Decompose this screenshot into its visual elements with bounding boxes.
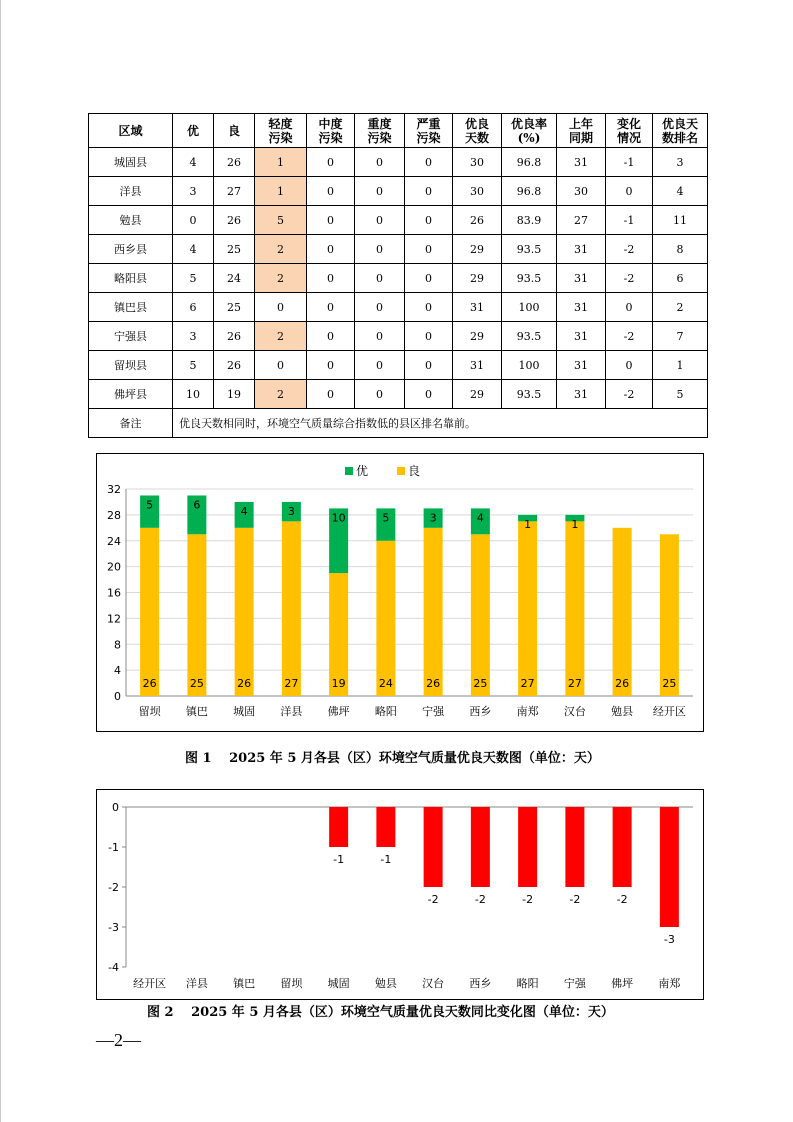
county-name-cell: 镇巴县 (89, 293, 173, 322)
table-cell: 8 (653, 235, 708, 264)
table-cell: 6 (173, 293, 214, 322)
table-cell: 93.5 (502, 322, 557, 351)
x-tick-label: 南郑 (516, 705, 539, 718)
x-tick-label: 宁强 (422, 705, 445, 718)
excellent-value-label: 10 (331, 511, 346, 525)
table-cell: 5 (255, 206, 307, 235)
column-header: 优良率 (%) (502, 114, 557, 148)
table-cell: 19 (214, 380, 255, 409)
table-header-row (89, 114, 708, 148)
excellent-value-label: 5 (382, 511, 390, 525)
table-cell: 3 (653, 148, 708, 177)
excellent-value-label: 1 (571, 517, 579, 531)
note-text: 优良天数相同时，环境空气质量综合指数低的县区排名靠前。 (173, 409, 708, 438)
table-cell: 24 (214, 264, 255, 293)
x-tick-label: 略阳 (374, 705, 397, 718)
table-row (89, 351, 708, 380)
county-name-cell: 佛坪县 (89, 380, 173, 409)
table-cell: -2 (606, 264, 653, 293)
county-name-cell: 宁强县 (89, 322, 173, 351)
table-cell: 0 (307, 148, 355, 177)
table-cell: -1 (606, 206, 653, 235)
excellent-value-label: 4 (240, 504, 248, 518)
x-tick-label: 汉台 (422, 977, 445, 990)
good-bar (660, 534, 679, 696)
table-cell: 0 (355, 264, 405, 293)
change-value-label: -2 (616, 893, 628, 906)
good-bar (518, 521, 537, 696)
table-cell: 2 (255, 235, 307, 264)
table-cell: 0 (355, 206, 405, 235)
table-row (89, 380, 708, 409)
y-tick-label: -3 (108, 921, 119, 934)
table-row (89, 293, 708, 322)
legend-label: 良 (408, 464, 421, 478)
table-cell: 0 (307, 351, 355, 380)
excellent-value-label: 4 (476, 511, 484, 525)
x-tick-label: 宁强 (563, 977, 586, 990)
table-cell: 5 (653, 380, 708, 409)
good-bar (187, 534, 206, 696)
table-cell: -2 (606, 380, 653, 409)
county-name-cell: 留坝县 (89, 351, 173, 380)
table-cell: 0 (606, 293, 653, 322)
column-header: 严重 污染 (405, 114, 453, 148)
y-tick-label: 8 (114, 638, 121, 652)
legend-label: 优 (356, 464, 369, 478)
table-cell: 29 (453, 322, 502, 351)
good-bar (424, 528, 443, 696)
table-cell: 25 (214, 293, 255, 322)
table-cell: 31 (557, 322, 606, 351)
x-tick-label: 西乡 (469, 705, 492, 718)
x-tick-label: 镇巴 (185, 705, 208, 718)
figure-2-caption: 图 2 2025 年 5 月各县（区）环境空气质量优良天数同比变化图（单位：天） (147, 1005, 614, 1020)
x-tick-label: 洋县 (280, 705, 303, 718)
good-value-label: 27 (567, 677, 582, 690)
change-value-label: -2 (427, 893, 439, 906)
county-name-cell: 勉县 (89, 206, 173, 235)
legend-swatch (397, 467, 405, 475)
table-cell: 93.5 (502, 264, 557, 293)
good-days-stacked-bar-chart (96, 453, 704, 732)
x-tick-label: 勉县 (374, 977, 397, 990)
table-cell: 26 (214, 351, 255, 380)
column-header: 区域 (89, 114, 173, 148)
table-cell: 31 (453, 351, 502, 380)
table-cell: 0 (355, 177, 405, 206)
table-cell: 0 (307, 177, 355, 206)
y-tick-label: 0 (114, 690, 121, 703)
change-bar (518, 807, 537, 887)
table-cell: 0 (307, 235, 355, 264)
good-value-label: 25 (662, 677, 677, 690)
column-header: 中度 污染 (307, 114, 355, 148)
table-cell: 25 (214, 235, 255, 264)
y-tick-label: -1 (108, 841, 119, 854)
note-label: 备注 (89, 409, 173, 438)
page-edge (0, 0, 1, 1122)
table-cell: 0 (307, 380, 355, 409)
good-value-label: 19 (331, 677, 346, 690)
table-cell: 100 (502, 293, 557, 322)
change-bar (565, 807, 584, 887)
good-bar (471, 534, 490, 696)
legend-swatch (345, 467, 353, 475)
table-cell: 0 (405, 264, 453, 293)
x-tick-label: 勉县 (611, 705, 634, 718)
excellent-value-label: 3 (429, 511, 437, 525)
y-tick-label: 16 (107, 586, 121, 600)
good-value-label: 27 (520, 677, 535, 690)
table-cell: 0 (405, 293, 453, 322)
table-cell: 100 (502, 351, 557, 380)
table-cell: 0 (307, 322, 355, 351)
column-header: 重度 污染 (355, 114, 405, 148)
table-cell: 93.5 (502, 235, 557, 264)
table-cell: 0 (307, 264, 355, 293)
x-tick-label: 留坝 (138, 705, 161, 718)
table-cell: 0 (405, 351, 453, 380)
x-tick-label: 南郑 (658, 977, 681, 990)
table-cell: -2 (606, 322, 653, 351)
table-cell: 26 (214, 206, 255, 235)
table-cell: 4 (653, 177, 708, 206)
table-cell: 0 (255, 293, 307, 322)
table-cell: 0 (307, 206, 355, 235)
x-tick-label: 佛坪 (611, 977, 634, 990)
table-cell: 0 (355, 351, 405, 380)
table-cell: 83.9 (502, 206, 557, 235)
table-cell: 0 (405, 206, 453, 235)
table-cell: 29 (453, 380, 502, 409)
table-cell: 5 (173, 351, 214, 380)
county-name-cell: 略阳县 (89, 264, 173, 293)
y-tick-label: 12 (107, 612, 121, 626)
table-cell: 0 (405, 322, 453, 351)
y-tick-label: 28 (107, 508, 121, 522)
good-bar (613, 528, 632, 696)
table-cell: 4 (173, 235, 214, 264)
column-header: 优 (173, 114, 214, 148)
table-cell: 0 (355, 235, 405, 264)
y-tick-label: -4 (108, 961, 119, 974)
x-tick-label: 城固 (327, 977, 350, 990)
good-days-change-bar-chart (96, 789, 704, 1000)
table-row (89, 206, 708, 235)
good-value-label: 26 (142, 677, 157, 690)
table-row (89, 264, 708, 293)
excellent-value-label: 3 (287, 504, 295, 518)
column-header: 上年 同期 (557, 114, 606, 148)
change-bar (613, 807, 632, 887)
change-bar (329, 807, 348, 847)
table-cell: 7 (653, 322, 708, 351)
excellent-value-label: 1 (524, 517, 532, 531)
figure-1-caption: 图 1 2025 年 5 月各县（区）环境空气质量优良天数图（单位：天） (185, 751, 600, 766)
change-value-label: -2 (522, 893, 534, 906)
table-cell: 2 (255, 322, 307, 351)
excellent-value-label: 6 (193, 498, 201, 512)
table-cell: 1 (653, 351, 708, 380)
change-value-label: -1 (333, 853, 345, 866)
good-value-label: 26 (426, 677, 441, 690)
excellent-value-label: 5 (146, 498, 154, 512)
change-value-label: -2 (474, 893, 486, 906)
table-cell: 31 (453, 293, 502, 322)
table-row (89, 177, 708, 206)
good-value-label: 25 (189, 677, 204, 690)
column-header: 变化 情况 (606, 114, 653, 148)
table-cell: 30 (453, 148, 502, 177)
table-cell: 1 (255, 148, 307, 177)
x-tick-label: 镇巴 (233, 977, 256, 990)
table-cell: 2 (255, 380, 307, 409)
table-cell: 31 (557, 235, 606, 264)
county-name-cell: 洋县 (89, 177, 173, 206)
column-header: 优良天 数排名 (653, 114, 708, 148)
table-cell: 0 (405, 235, 453, 264)
table-cell: 5 (173, 264, 214, 293)
note-row (89, 409, 708, 438)
column-header: 轻度 污染 (255, 114, 307, 148)
good-bar (376, 541, 395, 696)
table-cell: 3 (173, 177, 214, 206)
table-cell: 27 (214, 177, 255, 206)
y-tick-label: 20 (107, 560, 121, 574)
good-bar (235, 528, 254, 696)
table-cell: 96.8 (502, 177, 557, 206)
county-name-cell: 西乡县 (89, 235, 173, 264)
table-cell: 27 (557, 206, 606, 235)
change-bar (660, 807, 679, 927)
good-value-label: 26 (237, 677, 252, 690)
table-row (89, 322, 708, 351)
table-cell: 93.5 (502, 380, 557, 409)
table-cell: 0 (355, 293, 405, 322)
county-name-cell: 城固县 (89, 148, 173, 177)
change-value-label: -2 (569, 893, 581, 906)
table-cell: 31 (557, 380, 606, 409)
table-cell: 26 (214, 322, 255, 351)
table-cell: -2 (606, 235, 653, 264)
x-tick-label: 西乡 (469, 977, 492, 990)
change-value-label: -3 (663, 933, 675, 946)
table-cell: 30 (453, 177, 502, 206)
table-cell: 0 (405, 177, 453, 206)
y-tick-label: 4 (114, 664, 121, 678)
good-bar (282, 521, 301, 696)
table-cell: 26 (453, 206, 502, 235)
table-cell: 0 (173, 206, 214, 235)
table-cell: 0 (355, 148, 405, 177)
table-row (89, 148, 708, 177)
good-value-label: 27 (284, 677, 299, 690)
good-bar (140, 528, 159, 696)
table-cell: 0 (355, 322, 405, 351)
change-chart-svg (97, 790, 703, 999)
table-cell: 0 (606, 177, 653, 206)
table-cell: 31 (557, 293, 606, 322)
table-cell: 31 (557, 148, 606, 177)
table-cell: 96.8 (502, 148, 557, 177)
air-quality-table (88, 113, 708, 438)
table-cell: -1 (606, 148, 653, 177)
table-cell: 0 (307, 293, 355, 322)
table-cell: 6 (653, 264, 708, 293)
column-header: 优良 天数 (453, 114, 502, 148)
y-tick-label: 0 (112, 801, 119, 814)
y-tick-label: 24 (107, 534, 121, 548)
change-bar (471, 807, 490, 887)
good-days-chart-svg (97, 454, 703, 731)
table-cell: 31 (557, 351, 606, 380)
x-tick-label: 略阳 (516, 977, 539, 990)
table-cell: 0 (355, 380, 405, 409)
table-cell: 4 (173, 148, 214, 177)
table-cell: 2 (255, 264, 307, 293)
table-cell: 0 (255, 351, 307, 380)
change-bar (376, 807, 395, 847)
table-cell: 10 (173, 380, 214, 409)
table-cell: 30 (557, 177, 606, 206)
change-bar (424, 807, 443, 887)
column-header: 良 (214, 114, 255, 148)
table-cell: 2 (653, 293, 708, 322)
x-tick-label: 经开区 (133, 977, 167, 990)
y-tick-label: -2 (108, 881, 119, 894)
y-tick-label: 32 (107, 483, 121, 496)
good-bar (565, 521, 584, 696)
table-cell: 26 (214, 148, 255, 177)
x-tick-label: 洋县 (185, 977, 208, 990)
table-cell: 11 (653, 206, 708, 235)
good-value-label: 26 (615, 677, 630, 690)
table-cell: 29 (453, 264, 502, 293)
good-value-label: 24 (378, 677, 393, 690)
x-tick-label: 留坝 (280, 977, 303, 990)
table-cell: 0 (606, 351, 653, 380)
table-cell: 29 (453, 235, 502, 264)
table-cell: 31 (557, 264, 606, 293)
x-tick-label: 佛坪 (327, 705, 350, 718)
table-cell: 1 (255, 177, 307, 206)
table-cell: 0 (405, 380, 453, 409)
page-number: —2— (96, 1030, 141, 1050)
good-value-label: 25 (473, 677, 488, 690)
table-cell: 3 (173, 322, 214, 351)
table-row (89, 235, 708, 264)
x-tick-label: 汉台 (563, 705, 586, 718)
x-tick-label: 城固 (233, 705, 256, 718)
x-tick-label: 经开区 (652, 705, 686, 718)
change-value-label: -1 (380, 853, 392, 866)
table-cell: 0 (405, 148, 453, 177)
